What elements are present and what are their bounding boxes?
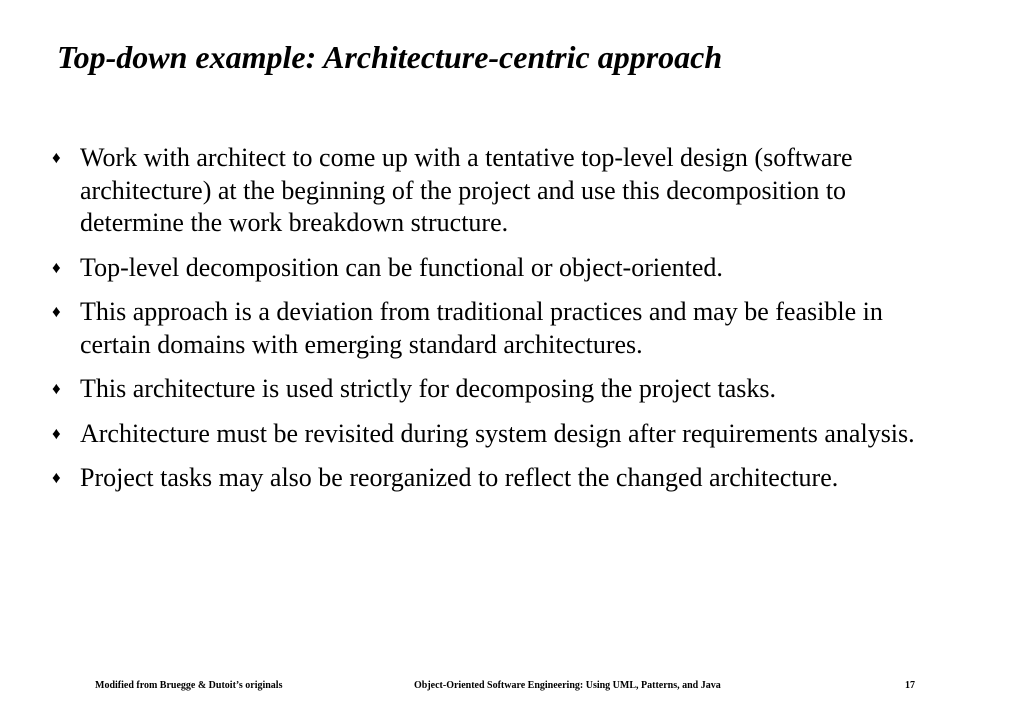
diamond-bullet-icon: ♦ xyxy=(52,257,61,277)
bullet-text: This architecture is used strictly for decomposing the project tasks. xyxy=(80,374,777,403)
bullet-text: Top-level decomposition can be functional or object-oriented. xyxy=(80,252,723,282)
diamond-bullet-icon: ♦ xyxy=(52,468,61,487)
bullet-list xyxy=(50,142,950,507)
diamond-bullet-icon: ♦ xyxy=(52,423,61,443)
footer-book-title: Object-Oriented Software Engineering: Using UML, Patterns, and Java xyxy=(414,680,721,691)
diamond-bullet-icon: ♦ xyxy=(52,148,61,167)
diamond-bullet-icon: ♦ xyxy=(52,302,61,321)
diamond-bullet-icon: ♦ xyxy=(52,379,61,398)
bullet-item xyxy=(50,462,950,495)
bullet-item xyxy=(50,418,950,451)
page-number: 17 xyxy=(905,680,915,691)
bullet-text: Project tasks may also be reorganized to reflect the changed architecture. xyxy=(80,463,839,492)
bullet-text: Architecture must be revisited during system design after requirements analysis. xyxy=(80,418,915,448)
footer-credit: Modified from Bruegge & Dutoit’s originals xyxy=(95,680,283,691)
bullet-item xyxy=(50,296,950,361)
bullet-text: Work with architect to come up with a tentative top-level design (software architecture) at the beginning of the project and use this decomposition to determine the work breakdown structure. xyxy=(80,143,853,237)
slide-title: Top-down example: Architecture-centric approach xyxy=(57,39,723,75)
bullet-item xyxy=(50,252,950,285)
bullet-text: This approach is a deviation from traditional practices and may be feasible in certain domains with emerging standard architectures. xyxy=(80,297,883,359)
bullet-item xyxy=(50,373,950,406)
bullet-item xyxy=(50,142,950,240)
